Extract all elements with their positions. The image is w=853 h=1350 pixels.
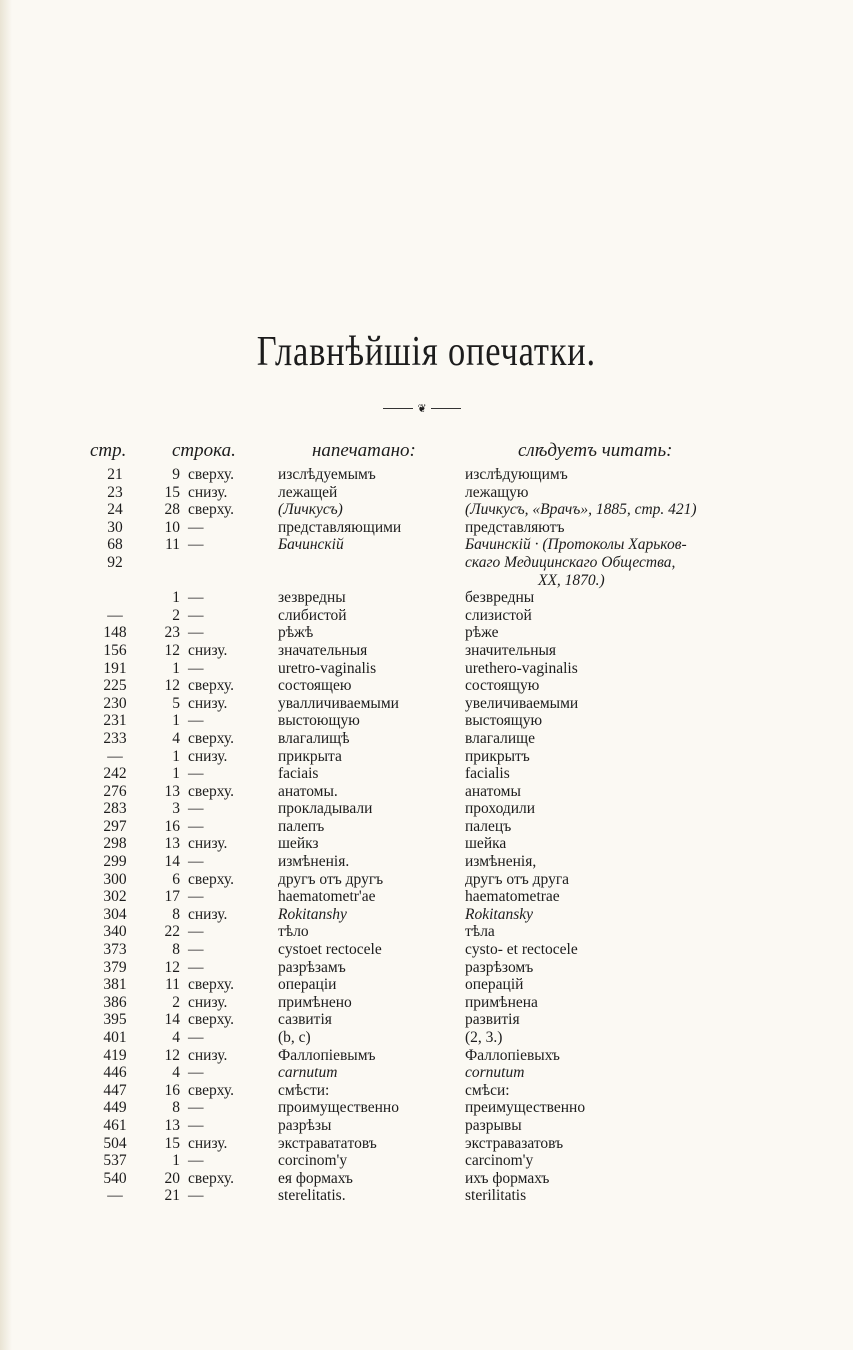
errata-should-read: операцій xyxy=(465,976,524,994)
errata-line: 2 xyxy=(172,606,180,624)
errata-line: 4 xyxy=(172,1064,180,1082)
errata-should-read: палецъ xyxy=(465,817,512,835)
errata-should-read: другъ отъ друга xyxy=(465,870,570,888)
errata-printed: экстраватaтовъ xyxy=(278,1134,377,1152)
errata-page: 401 xyxy=(103,1029,127,1046)
errata-direction: — xyxy=(188,853,204,871)
errata-direction: сверху. xyxy=(188,729,234,747)
errata-page: 276 xyxy=(103,782,127,800)
errata-page: 283 xyxy=(103,800,127,818)
errata-direction: — xyxy=(188,1099,204,1117)
errata-line: 15 xyxy=(164,483,180,501)
errata-direction: сверху. xyxy=(188,501,234,519)
errata-page: 373 xyxy=(103,941,127,959)
errata-printed: увалличиваемыми xyxy=(278,694,399,712)
errata-page: 419 xyxy=(103,1046,127,1064)
errata-printed: изслѣдуемымъ xyxy=(278,466,376,483)
errata-direction: — xyxy=(188,888,204,906)
errata-direction: — xyxy=(188,518,204,536)
errata-page: 446 xyxy=(103,1064,127,1082)
errata-direction: снизу. xyxy=(188,993,228,1011)
errata-direction: снизу. xyxy=(188,694,228,712)
errata-printed: прикрыта xyxy=(278,747,342,765)
errata-direction: — xyxy=(188,659,204,677)
errata-line: 13 xyxy=(164,782,180,800)
errata-should-read: смѣси: xyxy=(465,1081,510,1099)
errata-direction: — xyxy=(188,800,204,818)
errata-printed: шейкз xyxy=(278,835,319,853)
errata-line: 10 xyxy=(164,518,180,536)
errata-should-read: развитія xyxy=(465,1011,520,1029)
errata-printed: состоящею xyxy=(278,677,352,695)
errata-row xyxy=(0,994,853,1012)
errata-row xyxy=(0,853,853,871)
errata-printed: выстоющую xyxy=(278,712,360,730)
errata-direction: — xyxy=(188,1116,204,1134)
errata-page: 340 xyxy=(103,923,127,941)
errata-page: 537 xyxy=(103,1152,127,1170)
errata-row xyxy=(0,1082,853,1100)
errata-should-read: прикрытъ xyxy=(465,747,530,765)
errata-line: 12 xyxy=(164,641,180,659)
errata-line: 14 xyxy=(164,853,180,871)
errata-page: — xyxy=(107,747,123,765)
errata-line: 8 xyxy=(172,941,180,959)
errata-printed: представляющими xyxy=(278,518,402,536)
errata-line: 1 xyxy=(172,659,180,677)
errata-line: 1 xyxy=(172,747,180,765)
errata-should-read: шейка xyxy=(465,835,507,853)
errata-row xyxy=(0,712,853,730)
errata-should-read: XX, 1870.) xyxy=(538,571,605,589)
errata-table xyxy=(0,466,853,1205)
errata-should-read: влагалище xyxy=(465,729,535,747)
errata-printed: faciais xyxy=(278,765,319,783)
errata-direction: снизу. xyxy=(188,747,228,765)
errata-printed: смѣсти: xyxy=(278,1081,330,1099)
errata-direction: — xyxy=(188,536,204,554)
errata-line: 22 xyxy=(164,923,180,941)
errata-direction: снизу. xyxy=(188,483,228,501)
errata-direction: — xyxy=(188,1029,204,1046)
errata-line: 12 xyxy=(164,1046,180,1064)
errata-should-read: состоящую xyxy=(465,677,540,695)
errata-direction: — xyxy=(188,1152,204,1170)
errata-row xyxy=(0,1029,853,1047)
errata-page: 156 xyxy=(103,641,127,659)
header-should-read: слѣдуетъ читать: xyxy=(518,440,673,461)
errata-row xyxy=(0,923,853,941)
errata-should-read: ихъ формахъ xyxy=(465,1169,550,1187)
errata-line: 21 xyxy=(164,1187,180,1205)
errata-line: 16 xyxy=(164,1081,180,1099)
errata-direction: сверху. xyxy=(188,1169,234,1187)
errata-should-read: увеличиваемыми xyxy=(465,694,579,712)
errata-row xyxy=(0,976,853,994)
errata-direction: — xyxy=(188,589,204,607)
errata-direction: снизу. xyxy=(188,1046,228,1064)
errata-printed: haematometr'ae xyxy=(278,888,376,906)
errata-printed: Фаллопіевымъ xyxy=(278,1046,376,1064)
errata-printed: uretro-vaginalis xyxy=(278,659,377,677)
errata-page: 299 xyxy=(103,853,127,871)
errata-should-read: лежащую xyxy=(465,483,529,501)
ornament-rule-left xyxy=(383,408,413,409)
errata-should-read: разрывы xyxy=(465,1116,522,1134)
errata-printed: влагалищѣ xyxy=(278,729,350,747)
errata-direction: — xyxy=(188,712,204,730)
errata-row xyxy=(0,677,853,695)
errata-printed: разрѣзамъ xyxy=(278,958,346,976)
errata-row xyxy=(0,695,853,713)
errata-row xyxy=(0,888,853,906)
errata-line: 12 xyxy=(164,677,180,695)
errata-printed: проимущественно xyxy=(278,1099,399,1117)
errata-direction: — xyxy=(188,923,204,941)
errata-should-read: проходили xyxy=(465,800,536,818)
errata-direction: сверху. xyxy=(188,782,234,800)
errata-should-read: тѣла xyxy=(465,923,495,941)
errata-printed: значательныя xyxy=(278,641,368,659)
errata-page: — xyxy=(107,1187,123,1205)
errata-should-read: безвредны xyxy=(465,589,535,607)
errata-line: 17 xyxy=(164,888,180,906)
errata-direction: — xyxy=(188,765,204,783)
errata-row xyxy=(0,800,853,818)
errata-row xyxy=(0,1099,853,1117)
errata-line: 8 xyxy=(172,905,180,923)
ornament-rule-right xyxy=(431,408,461,409)
errata-row xyxy=(0,1152,853,1170)
errata-page: 231 xyxy=(103,712,127,730)
fleuron-icon: ❦ xyxy=(417,403,427,415)
errata-printed: сазвитія xyxy=(278,1011,332,1029)
errata-direction: сверху. xyxy=(188,466,234,483)
errata-printed: слибистой xyxy=(278,606,347,624)
errata-row xyxy=(0,1047,853,1065)
errata-row xyxy=(0,519,853,537)
errata-should-read: Rokitansky xyxy=(465,905,534,923)
errata-printed: палепъ xyxy=(278,817,325,835)
errata-should-read: cornutum xyxy=(465,1064,525,1082)
errata-page: 298 xyxy=(103,835,127,853)
errata-row xyxy=(0,959,853,977)
errata-direction: — xyxy=(188,606,204,624)
errata-printed: sterelitatis. xyxy=(278,1187,346,1205)
errata-should-read: facialis xyxy=(465,765,510,783)
errata-direction: — xyxy=(188,1064,204,1082)
errata-direction: снизу. xyxy=(188,835,228,853)
errata-should-read: анатомы xyxy=(465,782,521,800)
errata-page: 225 xyxy=(103,677,127,695)
errata-printed: другъ отъ другъ xyxy=(278,870,384,888)
errata-page: 302 xyxy=(103,888,127,906)
errata-line: 23 xyxy=(164,624,180,642)
errata-row xyxy=(0,572,853,590)
errata-printed: Бачинскій xyxy=(278,536,344,554)
errata-direction: — xyxy=(188,624,204,642)
errata-row xyxy=(0,1064,853,1082)
errata-row xyxy=(0,1117,853,1135)
errata-row xyxy=(0,536,853,554)
errata-row xyxy=(0,835,853,853)
errata-line: 12 xyxy=(164,958,180,976)
errata-row xyxy=(0,730,853,748)
errata-direction: снизу. xyxy=(188,1134,228,1152)
errata-printed: тѣло xyxy=(278,923,309,941)
errata-row xyxy=(0,554,853,572)
errata-printed: лежащей xyxy=(278,483,338,501)
errata-row xyxy=(0,642,853,660)
errata-page: 461 xyxy=(103,1116,127,1134)
errata-printed: разрѣзы xyxy=(278,1116,332,1134)
errata-direction: — xyxy=(188,941,204,959)
errata-page: 230 xyxy=(103,694,127,712)
errata-printed: (Личкусъ) xyxy=(278,501,343,519)
errata-page: 233 xyxy=(103,729,127,747)
errata-line: 13 xyxy=(164,1116,180,1134)
errata-line: 11 xyxy=(165,976,180,994)
errata-line: 20 xyxy=(164,1169,180,1187)
errata-page: 24 xyxy=(107,501,123,519)
errata-printed: cystoet rectocele xyxy=(278,941,382,959)
errata-direction: снизу. xyxy=(188,905,228,923)
errata-direction: — xyxy=(188,817,204,835)
errata-direction: — xyxy=(188,958,204,976)
errata-page: 304 xyxy=(103,905,127,923)
title-ornament xyxy=(383,400,461,416)
errata-page: 504 xyxy=(103,1134,127,1152)
errata-direction: сверху. xyxy=(188,677,234,695)
errata-printed: прокладывали xyxy=(278,800,373,818)
errata-line: 1 xyxy=(172,589,180,607)
errata-should-read: значительныя xyxy=(465,641,557,659)
errata-row xyxy=(0,906,853,924)
errata-page: 300 xyxy=(103,870,127,888)
errata-line: 6 xyxy=(172,870,180,888)
errata-should-read: выстоящую xyxy=(465,712,543,730)
errata-line: 9 xyxy=(172,466,180,483)
errata-row xyxy=(0,941,853,959)
errata-direction: сверху. xyxy=(188,870,234,888)
errata-line: 1 xyxy=(172,1152,180,1170)
errata-should-read: cysto- et rectocele xyxy=(465,941,578,959)
errata-page: 23 xyxy=(107,483,123,501)
errata-should-read: (2, 3.) xyxy=(465,1029,503,1046)
errata-should-read: представляютъ xyxy=(465,518,565,536)
errata-row xyxy=(0,765,853,783)
header-printed: напечатано: xyxy=(312,440,416,461)
errata-page: 92 xyxy=(107,553,123,571)
errata-should-read: преимущественно xyxy=(465,1099,586,1117)
errata-line: 5 xyxy=(172,694,180,712)
errata-page: 540 xyxy=(103,1169,127,1187)
errata-line: 13 xyxy=(164,835,180,853)
errata-should-read: скаго Медицинскаго Общества, xyxy=(465,553,676,571)
errata-page: 21 xyxy=(107,466,123,483)
errata-page: 381 xyxy=(103,976,127,994)
errata-direction: снизу. xyxy=(188,641,228,659)
errata-line: 28 xyxy=(164,501,180,519)
errata-row xyxy=(0,871,853,889)
errata-should-read: carcinom'y xyxy=(465,1152,534,1170)
errata-should-read: разрѣзомъ xyxy=(465,958,534,976)
errata-page: 68 xyxy=(107,536,123,554)
errata-row xyxy=(0,1187,853,1205)
errata-row xyxy=(0,466,853,484)
errata-page: 191 xyxy=(103,659,127,677)
errata-should-read: рѣже xyxy=(465,624,499,642)
errata-row xyxy=(0,783,853,801)
errata-direction: сверху. xyxy=(188,1081,234,1099)
errata-row xyxy=(0,624,853,642)
errata-should-read: haematometrae xyxy=(465,888,560,906)
errata-should-read: Бачинскій · (Протоколы Харьков- xyxy=(465,536,687,554)
header-line: строка. xyxy=(172,440,236,461)
errata-printed: измѣненія. xyxy=(278,853,350,871)
errata-direction: сверху. xyxy=(188,1011,234,1029)
errata-row xyxy=(0,1170,853,1188)
errata-line: 11 xyxy=(165,536,180,554)
errata-row xyxy=(0,589,853,607)
errata-direction: сверху. xyxy=(188,976,234,994)
page-title: Главнѣйшія опечатки. xyxy=(256,329,596,375)
errata-printed: рѣжѣ xyxy=(278,624,314,642)
errata-row xyxy=(0,1011,853,1029)
errata-page: 379 xyxy=(103,958,127,976)
errata-printed: ея формахъ xyxy=(278,1169,353,1187)
errata-printed: Rokitanshy xyxy=(278,905,347,923)
errata-printed: примѣнено xyxy=(278,993,352,1011)
errata-should-read: экстравазатовъ xyxy=(465,1134,564,1152)
errata-printed: операціи xyxy=(278,976,337,994)
errata-line: 2 xyxy=(172,993,180,1011)
errata-line: 1 xyxy=(172,765,180,783)
errata-line: 8 xyxy=(172,1099,180,1117)
errata-printed: carnutum xyxy=(278,1064,338,1082)
errata-row xyxy=(0,1135,853,1153)
errata-page: 148 xyxy=(103,624,127,642)
errata-printed: зезвредны xyxy=(278,589,346,607)
errata-row xyxy=(0,607,853,625)
errata-row xyxy=(0,660,853,678)
errata-page: 447 xyxy=(103,1081,127,1099)
errata-row xyxy=(0,818,853,836)
errata-line: 15 xyxy=(164,1134,180,1152)
errata-should-read: измѣненія, xyxy=(465,853,537,871)
errata-printed: corcinom'y xyxy=(278,1152,348,1170)
errata-page: 395 xyxy=(103,1011,127,1029)
errata-row xyxy=(0,501,853,519)
errata-should-read: Фаллопіевыхъ xyxy=(465,1046,560,1064)
errata-page: 297 xyxy=(103,817,127,835)
errata-should-read: (Личкусъ, «Врачъ», 1885, стр. 421) xyxy=(465,501,697,519)
errata-line: 16 xyxy=(164,817,180,835)
errata-printed: анатомы. xyxy=(278,782,338,800)
errata-page: 30 xyxy=(107,518,123,536)
errata-should-read: примѣнена xyxy=(465,993,538,1011)
errata-line: 1 xyxy=(172,712,180,730)
errata-printed: (b, c) xyxy=(278,1029,311,1046)
errata-page: 449 xyxy=(103,1099,127,1117)
errata-row xyxy=(0,484,853,502)
errata-line: 14 xyxy=(164,1011,180,1029)
errata-should-read: слизистой xyxy=(465,606,532,624)
errata-page: — xyxy=(107,606,123,624)
errata-line: 4 xyxy=(172,729,180,747)
errata-direction: — xyxy=(188,1187,204,1205)
errata-should-read: изслѣдующимъ xyxy=(465,466,568,483)
errata-page: 242 xyxy=(103,765,127,783)
errata-should-read: sterilitatis xyxy=(465,1187,527,1205)
errata-page: 386 xyxy=(103,993,127,1011)
errata-line: 3 xyxy=(172,800,180,818)
errata-row xyxy=(0,748,853,766)
errata-should-read: urethero-vaginalis xyxy=(465,659,578,677)
errata-line: 4 xyxy=(172,1029,180,1046)
header-page: стр. xyxy=(90,440,127,461)
